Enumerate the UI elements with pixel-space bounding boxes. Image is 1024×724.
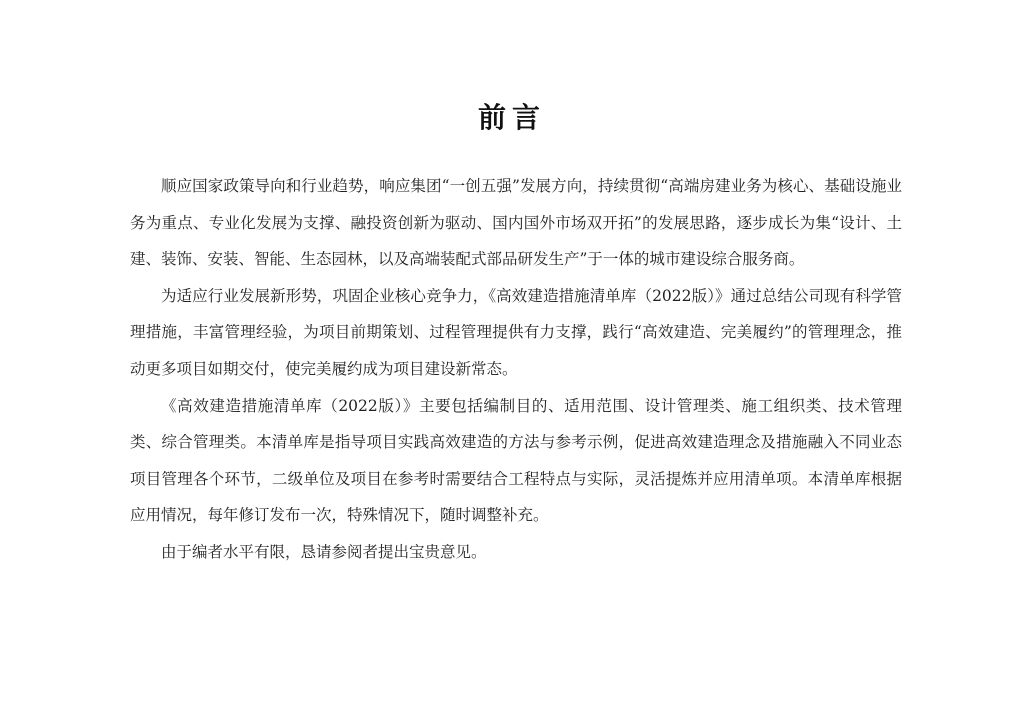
page-title: 前言 xyxy=(477,101,546,134)
paragraph-purpose: 为适应行业发展新形势，巩固企业核心竞争力，《高效建造措施清单库（2022版）》通过总结公司现有科学管理措施，丰富管理经验，为项目前期策划、过程管理提供有力支撑，践行“高效建造、完美履约”的管理理念，推动更多项目如期交付，使完美履约成为项目建设新常态。 xyxy=(130,286,902,378)
paragraph-contents: 《高效建造措施清单库（2022版）》主要包括编制目的、适用范围、设计管理类、施工组织类、技术管理类、综合管理类。本清单库是指导项目实践高效建造的方法与参考示例，促进高效建造理念及措施融入不同业态项目管理各个环节，二级单位及项目在参考时需要结合工程特点与实际，灵活提炼并应用清单项。本清单库根据应用情况，每年修订发布一次，特殊情况下，随时调整补充。 xyxy=(130,396,902,525)
paragraph-strategy: 顺应国家政策导向和行业趋势，响应集团“一创五强”发展方向，持续贯彻“高端房建业务为核心、基础设施业务为重点、专业化发展为支撑、融投资创新为驱动、国内国外市场双开拓”的发展思路，逐步成长为集“设计、土建、装饰、安装、智能、生态园林，以及高端装配式部品研发生产”于一体的城市建设综合服务商。 xyxy=(130,177,902,269)
preface-body xyxy=(130,168,902,571)
paragraph-closing: 由于编者水平有限，恳请参阅者提出宝贵意见。 xyxy=(161,542,487,561)
